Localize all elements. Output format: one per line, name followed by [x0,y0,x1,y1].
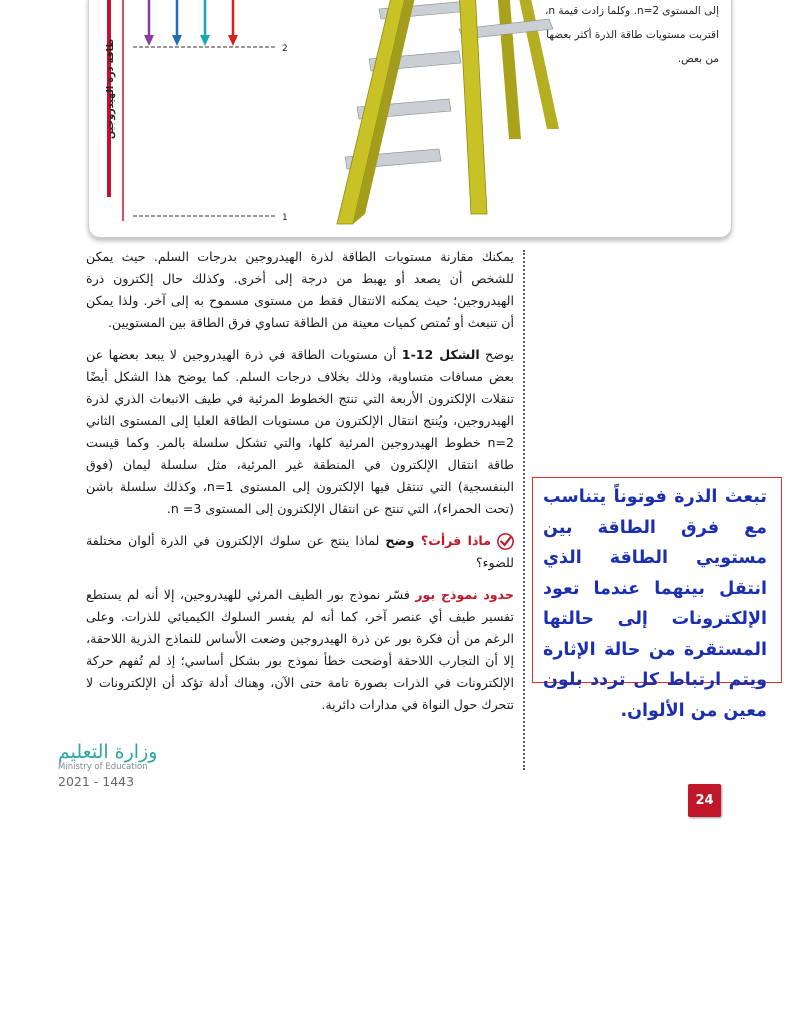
ministry-name-en: Ministry of Education [58,762,148,772]
ministry-logo [58,742,178,791]
paragraph-ladder-analogy: يمكنك مقارنة مستويات الطاقة لذرة الهيدروجين بدرجات السلم. حيث يمكن للشخص أن يصعد أو يهبط من درجة إلى أخرى. وكذلك حال إلكترون ذرة الهيدروجين؛ حيث يمكنه الانتقال فقط من مستوى مسموح به إلى آخر. ولذا يمكن أن تنبعث أو تُمتص كميات معينة من الطاقة تساوي فرق الطاقة بين المستويين. [86,249,514,330]
main-text-column [86,246,514,726]
reading-check-verb: وضح [385,533,421,548]
column-divider [523,250,525,770]
figure-card [88,0,732,238]
para-text: أن مستويات الطاقة في ذرة الهيدروجين لا يبعد بعضها عن بعض مسافات متساوية، وذلك بخلاف درجات السلم. كما يوضح هذا الشكل أيضًا تنقلات الإلكترون الأربعة التي تنتج الخطوط المرئية في طيف الانبعاث الذري لذرة الهيدروجين، ويُنتج انتقال الإلكترون من مستويات الطاقة العليا إلى المستوى الثاني n=2 خطوط الهيدروجين المرئية كلها، والتي تشكل سلسلة بالمر. وكما قيست طاقة انتقال الإلكترون في المنطقة غير المرئية، مثل سلسلة ليمان (فوق البنفسجية) التي تنتقل فيها الإلكترون إلى المستوى n=1، وكذلك سلسلة باشن (تحت الحمراء)، التي تنتج عن انتقال الإلكترون إلى المستوى n =3. [86,347,515,516]
para-lead: يوضح [479,347,515,362]
energy-level-1-label: 1 [282,213,288,223]
caption-line: اقتربت مستويات طاقة الذرة أكثر بعضها [546,29,719,41]
caption-line: إلى المستوى n=2. وكلما زادت قيمة n، [544,5,719,17]
transition-arrow-blue [172,0,182,46]
reading-check-label: ماذا قرأت؟ [420,533,491,548]
reading-check-question: لماذا ينتج عن سلوك الإلكترون في الذرة ألوان مختلفة للضوء؟ [86,533,514,570]
figure-caption [529,0,719,71]
page-number: 24 [695,793,714,808]
edition-year: 2021 - 1443 [58,774,135,789]
reading-check [86,530,514,574]
paragraph-bohr-limits [86,584,514,716]
page-number-badge [688,784,721,817]
energy-level-diagram [89,0,299,237]
para-text: فسّر نموذج بور الطيف المرئي للهيدروجين، إلا أنه لم يستطع تفسير طيف أي عنصر آخر، كما أنه لم يفسر السلوك الكيميائي للذرات. وعلى الرغم من أن فكرة بور عن ذرة الهيدروجين وضعت الأساس للنماذج الذرية اللاحقة، إلا أن التجارب اللاحقة أوضحت خطأ نموذج بور بشكل أساسي؛ إذ لم تُفهم حركة الإلكترونات في الذرات بصورة تامة حتى الآن، وهناك أدلة تؤكد أن الإلكترونات لا تتحرك حول النواة في مدارات دائرية. [86,587,514,712]
transition-arrow-violet [144,0,154,46]
energy-axis-label: طاقة ذرة الهيدروجين [105,38,116,139]
note-text: تبعث الذرة فوتوناً يتناسب مع فرق الطاقة بين مستويي الطاقة الذي انتقل بينهما عندما تعود الإلكترونات إلى حالتها المستقرة من حالة الإثارة ويتم ارتباط كل تردد بلون معين من الألوان. [543,487,767,721]
ministry-name-ar: وزارة التعليم [58,741,158,763]
transition-arrow-red [228,0,238,46]
note-box [532,477,782,721]
energy-level-2-label: 2 [282,44,288,54]
paragraph-energy-levels [86,344,514,520]
section-heading: حدود نموذج بور [415,587,514,602]
figure-reference: الشكل 12-1 [401,347,480,362]
checkmark-icon [497,533,514,550]
transition-arrow-cyan [200,0,210,46]
caption-line: من بعض. [677,53,719,65]
